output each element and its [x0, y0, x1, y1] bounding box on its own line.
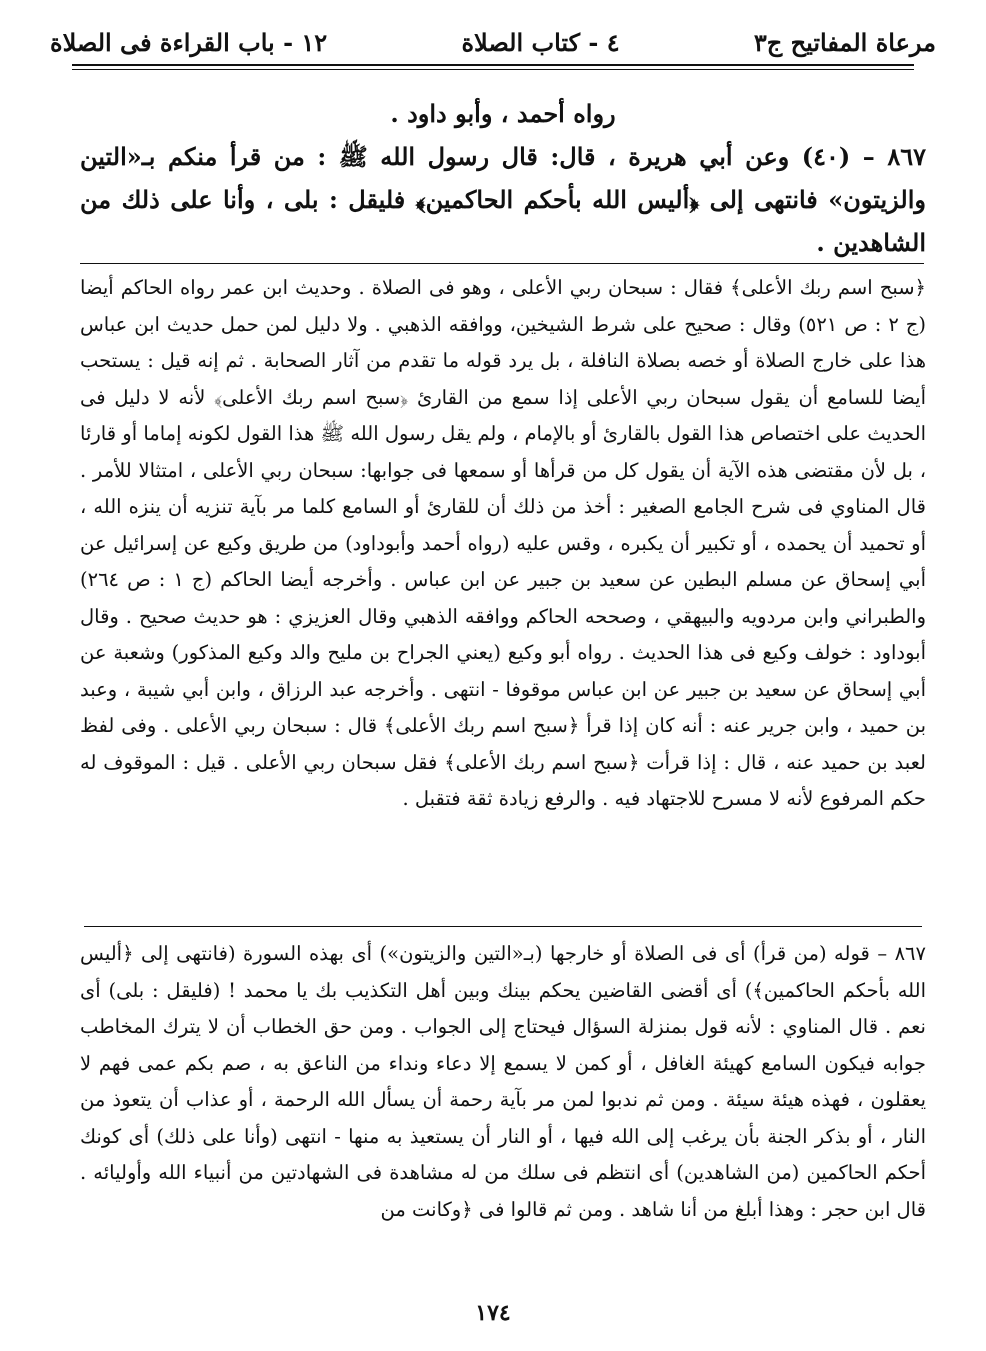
commentary-paragraph: ٨٦٧ – قوله (من قرأ) أى فى الصلاة أو خارجها (بـ«التين والزيتون») أى بهذه السورة (فانتهى إلى ﴿أليس الله بأحكم الحاكمين﴾) أى أقضى القاضين يحكم بينك وبين أهل التكذيب بك يا محمد ! (فليقل : بلى) أى نعم . قال المناوي : لأنه قول بمنزلة السؤال فيحتاج إلى الجواب . ومن حق الخطاب أن لا يترك المخاطب جوابه فيكون السامع كهيئة الغافل ، أو كمن لا يسمع إلا دعاء ونداء من الناعق به ، صم بكم عمى فهم لا يعقلون ، فهذه هيئة سيئة . ومن ثم ندبوا لمن مر بآية رحمة أن يسأل الله الرحمة ، أو عذاب أن يتعوذ من النار ، أو بذكر الجنة بأن يرغب إلى الله فيها ، أو النار أن يستعيذ به منها - انتهى (وأنا على ذلك) أى كونك أحكم الحاكمين (من الشاهدين) أى انتظم فى سلك من له مشاهدة فى الشهادتين من أنبياء الله وأوليائه . قال ابن حجر : وهذا أبلغ من أنا شاهد . ومن ثم قالوا فى ﴿وكانت من: [80, 942, 926, 1221]
main-text: [80, 92, 926, 264]
commentary-separator: [84, 926, 922, 927]
page-number: ١٧٤: [475, 1300, 511, 1326]
running-header: [50, 22, 936, 62]
header-book-title: مرعاة المفاتيح ج٣: [753, 27, 936, 57]
hadith-text: ٨٦٧ – (٤٠) وعن أبي هريرة ، قال: قال رسول الله ﷺ : من قرأ منكم بـ«التين والزيتون» فانتهى إلى ﴿أليس الله بأحكم الحاكمين﴾ فليقل : بلى ، وأنا على ذلك من الشاهدين .: [80, 142, 926, 257]
header-section-title: ١٢ - باب القراءة فى الصلاة: [50, 27, 328, 57]
commentary-paragraph: ﴿سبح اسم ربك الأعلى﴾ فقال : سبحان ربي الأعلى ، وهو فى الصلاة . وحديث ابن عمر رواه الحاكم أيضا (ج ٢ : ص ٥٢١) وقال : صحيح على شرط الشيخين، ووافقه الذهبي . ولا دليل لمن حمل حديث ابن عباس هذا على خارج الصلاة أو خصه بصلاة النافلة ، بل يرد قوله ما تقدم من آثار الصحابة . ثم إنه قيل : يستحب أيضا للسامع أن يقول سبحان ربي الأعلى إذا سمع من القارئ ﴿سبح اسم ربك الأعلى﴾ لأنه لا دليل فى الحديث على اختصاص هذا القول بالقارئ أو بالإمام ، ولم يقل رسول الله ﷺ هذا القول لكونه إماما أو قارئا ، بل لأن مقتضى هذه الآية أن يقول كل من قرأها أو سمعها فى جوابها: سبحان ربي الأعلى ، امتثالا للأمر . قال المناوي فى شرح الجامع الصغير : أخذ من ذلك أن للقارئ أو السامع كلما مر بآية تنزيه أن ينزه الله ، أو تحميد أن يحمده ، أو تكبير أن يكبره ، وقس عليه (رواه أحمد وأبوداود) من طريق وكيع عن إسرائيل عن أبي إسحاق عن مسلم البطين عن سعيد بن جبير عن ابن عباس . وأخرجه أيضا الحاكم (ج ١ : ص ٢٦٤) والطبراني وابن مردويه والبيهقي ، وصححه الحاكم ووافقه الذهبي وقال العزيزي : هو حديث صحيح . وقال أبوداود : خولف وكيع فى هذا الحديث . رواه أبو وكيع (يعني الجراح بن مليح والد وكيع المذكور) وشعبة عن أبي إسحاق عن سعيد بن جبير عن ابن عباس موقوفا - انتهى . وأخرجه عبد الرزاق ، وابن أبي شيبة ، وعبد بن حميد ، وابن جرير عنه : أنه كان إذا قرأ ﴿سبح اسم ربك الأعلى﴾ قال : سبحان ربي الأعلى . وفى لفظ لعبد بن حميد عنه ، قال : إذا قرأت ﴿سبح اسم ربك الأعلى﴾ فقل سبحان ربي الأعلى . قيل : الموقوف له حكم المرفوع لأنه لا مسرح للاجتهاد فيه . والرفع زيادة ثقة فتقبل .: [80, 276, 926, 810]
header-rule-top: [72, 64, 914, 66]
commentary-block-1: [80, 270, 926, 818]
text-commentary-divider: [80, 263, 924, 264]
narration-line: رواه أحمد ، وأبو داود .: [390, 99, 616, 128]
header-chapter-title: ٤ - كتاب الصلاة: [461, 27, 620, 57]
header-rule-bottom: [72, 69, 914, 70]
commentary-block-2: [80, 936, 926, 1228]
